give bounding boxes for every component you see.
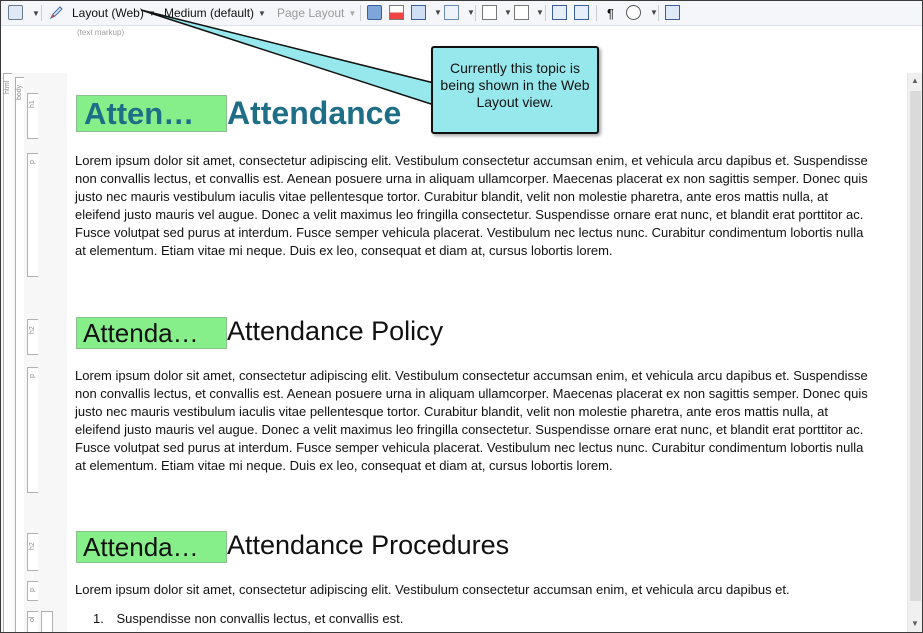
chevron-down-icon[interactable]: ▼ xyxy=(32,8,40,18)
page-layout-dropdown-label: Page Layout xyxy=(277,6,345,20)
chevron-down-icon[interactable]: ▼ xyxy=(434,8,442,17)
scroll-up-icon[interactable]: ▲ xyxy=(911,76,919,85)
h1-structure-marker[interactable]: h1 xyxy=(27,93,38,139)
h2-structure-marker[interactable]: h2 xyxy=(27,319,38,355)
paragraph: Lorem ipsum dolor sit amet, consectetur adipiscing elit. Vestibulum consectetur accumsan enim, et vehicula arcu dapibus et. xyxy=(75,582,790,597)
chevron-down-icon[interactable]: ▼ xyxy=(650,8,658,17)
pilcrow-icon[interactable]: ¶ xyxy=(607,5,614,21)
p-structure-marker[interactable]: p xyxy=(27,153,38,277)
chevron-down-icon[interactable]: ▼ xyxy=(467,8,475,17)
ol-structure-marker[interactable]: ol xyxy=(27,611,38,633)
heading-tag-label[interactable]: Attenda… xyxy=(76,317,227,349)
heading-tag-label[interactable]: Atten… xyxy=(76,95,227,132)
body-structure-marker[interactable]: body xyxy=(15,77,24,633)
callout-text: Currently this topic is being shown in the Web Layout view. xyxy=(440,60,590,110)
scroll-down-icon[interactable]: ▼ xyxy=(911,619,919,628)
list-item-number: 1. xyxy=(93,611,104,626)
paragraph: Lorem ipsum dolor sit amet, consectetur adipiscing elit. Vestibulum consectetur accumsan enim, et vehicula arcu dapibus et. Suspendisse non convallis lectus, et convallis est. Aenean posuere urna in aliquam ullamcorper. Maecenas placerat ex non sagittis semper. Donec quis justo nec mauris vestibulum iaculis vitae pellentesque tortor. Curabitur blandit, velit non molestie pharetra, ante eros mattis nulla, at eleifend justo mauris vel augue. Donec a velit maximus leo fringilla consectetur. Suspendisse ornare erat nunc, et blandit erat porttitor ac. Fusce volutpat sed purus at interdum. Fusce semper vehicula placerat. Vestibulum nec lectus nunc. Curabitur condimentum lobortis nulla at elementum. Etiam vitae mi neque. Duis ex leo, consequat et diam at, cursus lobortis lorem. xyxy=(75,153,868,258)
chevron-down-icon: ▼ xyxy=(348,8,357,18)
p-structure-marker[interactable]: p xyxy=(27,581,38,601)
list-item xyxy=(93,610,403,628)
html-structure-marker[interactable]: html xyxy=(3,73,12,633)
list-item-text: Suspendisse non convallis lectus, et convallis est. xyxy=(116,611,404,626)
h2-structure-marker[interactable]: h2 xyxy=(27,533,38,571)
chevron-down-icon[interactable]: ▼ xyxy=(504,8,512,17)
text-markup-label: (text markup) xyxy=(77,28,125,37)
paragraph: Lorem ipsum dolor sit amet, consectetur adipiscing elit. Vestibulum consectetur accumsan enim, et vehicula arcu dapibus et. Suspendisse non convallis lectus, et convallis est. Aenean posuere urna in aliquam ullamcorper. Maecenas placerat ex non sagittis semper. Donec quis justo nec mauris vestibulum iaculis vitae pellentesque tortor. Curabitur blandit, velit non molestie pharetra, ante eros mattis nulla, at eleifend justo mauris vel augue. Donec a velit maximus leo fringilla consectetur. Suspendisse ornare erat nunc, et blandit erat porttitor ac. Fusce volutpat sed purus at interdum. Fusce semper vehicula placerat. Vestibulum nec lectus nunc. Curabitur condimentum lobortis nulla at elementum. Etiam vitae mi neque. Duis ex leo, consequat et diam at, cursus lobortis lorem. xyxy=(75,368,868,473)
chevron-down-icon: ▼ xyxy=(258,8,266,18)
heading-attendance-procedures: Attendance Procedures xyxy=(227,530,510,560)
li-structure-marker[interactable] xyxy=(41,611,53,633)
heading-tag-label[interactable]: Attenda… xyxy=(76,531,227,563)
p-structure-marker[interactable]: p xyxy=(27,367,38,493)
medium-dropdown-label: Medium (default) xyxy=(164,6,255,20)
heading-attendance-policy: Attendance Policy xyxy=(227,316,444,346)
layout-dropdown-label: Layout (Web) xyxy=(72,6,144,20)
heading-attendance: Attendance xyxy=(227,95,402,131)
chevron-down-icon[interactable]: ▼ xyxy=(536,8,544,17)
callout-box xyxy=(431,46,599,134)
